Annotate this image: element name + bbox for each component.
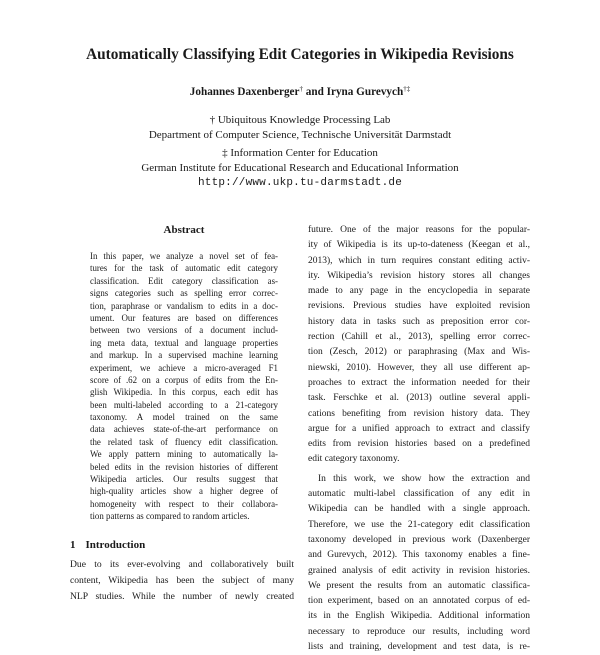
abstract-body: [90, 250, 278, 523]
text-line: In this work, we show how the extraction and: [318, 473, 530, 484]
text-line: and Gurevych, 2012). This taxonomy enables a fine-: [308, 550, 530, 561]
text-line: 2013), which in turn requires constant editing activ-: [308, 255, 530, 266]
text-line: necessary to reproduce our results, including word: [308, 626, 530, 637]
text-line: data achieves state-of-the-art performance on: [90, 424, 278, 435]
text-line: proaches to extract the information needed for their: [308, 377, 530, 388]
section-number: 1: [70, 539, 76, 551]
text-line: We apply pattern mining to automatically la-: [90, 449, 278, 460]
paragraph: [308, 472, 530, 655]
text-line: edit category taxonomy.: [308, 454, 400, 465]
text-line: tion, paraphrase or vandalism to edits in a doc-: [90, 300, 278, 311]
section-title: Introduction: [85, 539, 146, 551]
text-line: beled edits in the revision histories of different: [90, 461, 278, 472]
text-line: We present the results from an automatic classifica-: [308, 580, 530, 591]
text-line: lists and training, development and test data, is re-: [308, 642, 530, 653]
text-line: tures for the task of automatic edit category: [90, 263, 278, 274]
text-line: taxonomy developed in previous work (Daxenberger: [308, 534, 530, 545]
text-line: glish Wikipedia. In this corpus, each edit has: [90, 387, 278, 398]
text-line: cations benefiting from revision history data. They: [308, 408, 530, 419]
text-line: Due to its ever-evolving and collaboratively built: [70, 559, 294, 570]
intro-body: [70, 557, 294, 605]
text-line: argue for a unified approach to extract and classify: [308, 423, 530, 434]
text-line: content, Wikipedia has been the subject of many: [70, 575, 294, 586]
text-line: ing meta data, textual and language properties: [90, 337, 278, 348]
text-line: niewski, 2010). However, they all use different ap-: [308, 362, 530, 373]
text-line: experiment, we achieve a micro-averaged F1: [90, 362, 278, 373]
text-line: ity of Wikipedia is its up-to-dateness (Keegan et al.,: [308, 240, 530, 251]
author-line: [0, 85, 600, 98]
affiliation-mark: †‡: [403, 85, 411, 93]
text-line: NLP studies. While the number of newly created: [70, 591, 294, 602]
affiliation-mark: †: [299, 85, 303, 93]
text-line: between two versions of a document includ-: [90, 325, 278, 336]
text-line: score of .62 on a corpus of edits from the En-: [90, 374, 278, 385]
text-line: rection (Cahill et al., 2013), spelling error correc-: [308, 332, 530, 343]
text-line: taxonomy. A model trained on the same: [90, 412, 278, 423]
text-line: tion patterns as compared to random articles.: [90, 511, 250, 522]
text-line: high-quality articles show a higher degree of: [90, 486, 278, 497]
text-line: edits from revision histories based on a predefined: [308, 439, 530, 450]
text-line: automatic multi-label classification of any edit in: [308, 489, 530, 500]
text-line: history data in tasks such as preposition error cor-: [308, 316, 530, 327]
text-line: revisions. Previous studies have exploited revision: [308, 301, 530, 312]
text-line: its in the English Wikipedia. Additional information: [308, 611, 530, 622]
text-line: ument. Our features are based on differences: [90, 312, 278, 323]
author-connector: and: [303, 86, 327, 98]
right-column-body: [308, 223, 530, 655]
author-url[interactable]: http://www.ukp.tu-darmstadt.de: [197, 177, 403, 189]
text-line: the related task of fluency edit classification.: [90, 436, 278, 447]
author-name: Johannes Daxenberger: [189, 86, 300, 98]
affiliation-line: † Ubiquitous Knowledge Processing Lab: [209, 114, 391, 126]
text-line: tion (Zesch, 2012) or paraphrasing (Max and Wis-: [308, 347, 530, 358]
text-line: tion experiment, based on an annotated corpus of ed-: [308, 596, 530, 607]
abstract-heading: Abstract: [163, 224, 205, 236]
text-line: and markup. In a supervised machine learning: [90, 350, 278, 361]
text-line: ity. Wikipedia’s revision history stores all changes: [308, 270, 530, 281]
text-line: future. One of the major reasons for the popular-: [308, 225, 530, 235]
text-line: been multi-labeled according to a 21-category: [90, 399, 278, 410]
section-heading: [70, 539, 145, 551]
affiliation-line: German Institute for Educational Research and Educational Information: [141, 162, 459, 174]
text-line: Therefore, we use the 21-category edit classification: [308, 519, 530, 530]
text-line: task. Ferschke et al. (2013) outline several appli-: [308, 393, 530, 404]
text-line: signs categories such as spelling error correc-: [90, 288, 278, 299]
author-name: Iryna Gurevych: [326, 86, 404, 98]
affiliation-line: Department of Computer Science, Technische Universität Darmstadt: [148, 129, 452, 141]
paper-title: Automatically Classifying Edit Categories in Wikipedia Revisions: [86, 46, 514, 63]
text-line: In this paper, we analyze a novel set of fea-: [90, 251, 278, 261]
text-line: made to any page in the encyclopedia in separate: [308, 286, 530, 297]
text-line: Wikipedia can be handled with a single approach.: [308, 504, 530, 515]
affiliation-line: ‡ Information Center for Education: [222, 147, 378, 159]
text-line: grained analysis of edit activity in revision histories.: [308, 565, 530, 576]
text-line: classification. Edit category classification as-: [90, 275, 278, 286]
text-line: Wikipedia articles. Our results suggest that: [90, 474, 278, 485]
text-line: homogeneity with respect to their collabora-: [90, 498, 278, 509]
